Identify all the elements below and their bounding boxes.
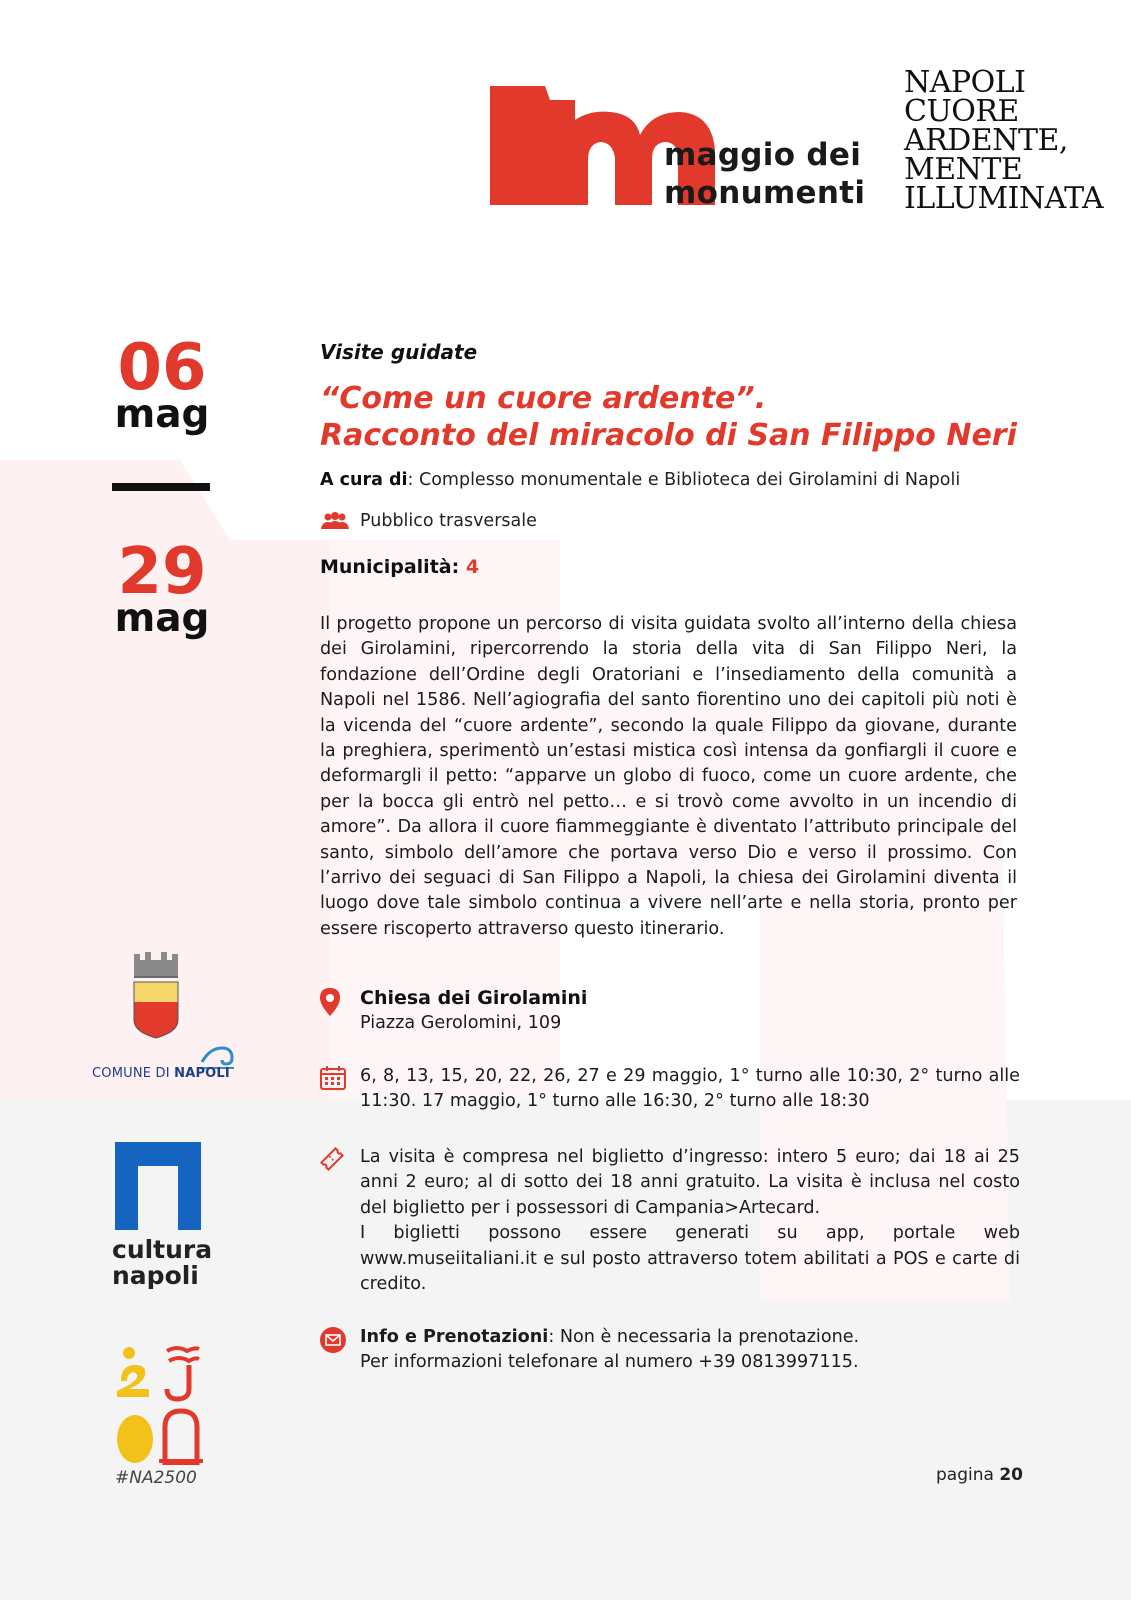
comune-napoli-label [92,1066,230,1081]
comune-napoli-coat-of-arms-icon [128,952,184,1040]
logo-line-1: maggio dei [664,137,862,173]
calendar-icon [320,1066,346,1090]
event-title [320,380,1020,454]
tickets-row [320,1145,1020,1297]
title-line-1: “Come un cuore ardente”. [320,381,767,416]
curator [320,470,960,490]
envelope-icon [320,1327,346,1353]
info-text: : Non è necessaria la prenotazione. [548,1327,860,1347]
end-month: mag [114,596,210,641]
tickets-text-1: La visita è compresa nel biglietto d’ingresso: intero 5 euro; dai 18 ai 25 anni 2 euro; al di sotto dei 18 anni gratuito. La visita è inclusa nel costo del biglietto per i possessori di Campania>Artecard. [360,1147,1020,1218]
people-icon [320,512,350,530]
info-row [320,1325,1020,1376]
title-line-2: Racconto del miracolo di San Filippo Neri [320,418,1017,453]
maggio-dei-monumenti-wordmark [664,136,865,212]
ticket-icon [320,1147,344,1171]
page-value: 20 [999,1465,1023,1485]
motto-line: CUORE [904,94,1019,129]
location-name: Chiesa dei Girolamini [360,987,588,1009]
event-category: Visite guidate [320,340,478,364]
municipalita [320,556,479,578]
audience [320,511,537,531]
tickets-text-2: I biglietti possono essere generati su app, portale web www.museiitaliani.it e sul posto attraverso totem abilitati a POS e carte di credito. [360,1223,1020,1295]
map-pin-icon [320,988,340,1016]
na2500-logo-icon [115,1345,205,1465]
date-separator [112,483,210,491]
schedule-row [320,1064,1020,1115]
motto-line: ARDENTE, [904,123,1068,158]
cultura-line-1: cultura [112,1235,213,1264]
start-date [112,331,212,437]
page-label: pagina [936,1465,994,1485]
end-date [112,535,212,641]
motto-line: MENTE [904,152,1023,187]
info-label: Info e Prenotazioni [360,1327,549,1347]
motto-line: ILLUMINATA [904,181,1104,216]
municipalita-label: Municipalità: [320,556,460,578]
page-number [936,1465,1023,1485]
comune-prefix: COMUNE DI [92,1066,170,1081]
info-phone: Per informazioni telefonare al numero +39 0813997115. [360,1352,859,1373]
schedule-text: 6, 8, 13, 15, 20, 22, 26, 27 e 29 maggio, 1° turno alle 10:30, 2° turno alle 11:30. 17 maggio, 1° turno alle 16:30, 2° turno alle 18:30 [360,1066,1020,1112]
start-day: 06 [117,331,207,405]
location-row [320,986,1020,1037]
comune-name: NAPOLI [174,1066,230,1081]
location-address: Piazza Gerolomini, 109 [360,1013,562,1034]
cultura-napoli-wordmark [112,1237,212,1289]
curator-value: : Complesso monumentale e Biblioteca dei Girolamini di Napoli [407,470,961,490]
cultura-line-2: napoli [112,1261,199,1290]
start-month: mag [114,392,210,437]
event-description: Il progetto propone un percorso di visita guidata svolto all’interno della chiesa dei Girolamini, ripercorrendo la storia della vita di San Filippo Neri, la fondazione dell’Ordine degli Oratoriani e l’insediamento della comunità a Napoli nel 1586. Nell’agiografia del santo fiorentino uno dei capitoli più noti è la vicenda del “cuore ardente”, secondo la quale Filippo da giovane, durante la preghiera, sperimentò un’estasi mistica così intensa da gonfiargli il cuore e deformargli il petto: “apparve un globo di fuoco, come un cuore ardente, che per la bocca gli entrò nel petto… e si trovò come avvolto in un incendio di amore”. Da allora il cuore fiammeggiante è diventato l’attributo principale del santo, simbolo dell’amore che portava verso Dio e verso il prossimo. Con l’arrivo dei seguaci di San Filippo a Napoli, la chiesa dei Girolamini diventa il luogo dove tale simbolo continua a vivere nell’arte e nella storia, pronto per essere riscoperto attraverso questo itinerario. [320,614,1017,939]
logo-line-2: monumenti [664,175,866,211]
municipalita-value: 4 [465,556,480,578]
na2500-hashtag: #NA2500 [115,1468,197,1488]
audience-label: Pubblico trasversale [360,511,537,531]
curator-label: A cura di [320,470,408,490]
cultura-napoli-logo-icon [115,1142,201,1230]
napoli-motto [904,65,1104,216]
end-day: 29 [117,535,207,609]
motto-line: NAPOLI [904,65,1026,100]
